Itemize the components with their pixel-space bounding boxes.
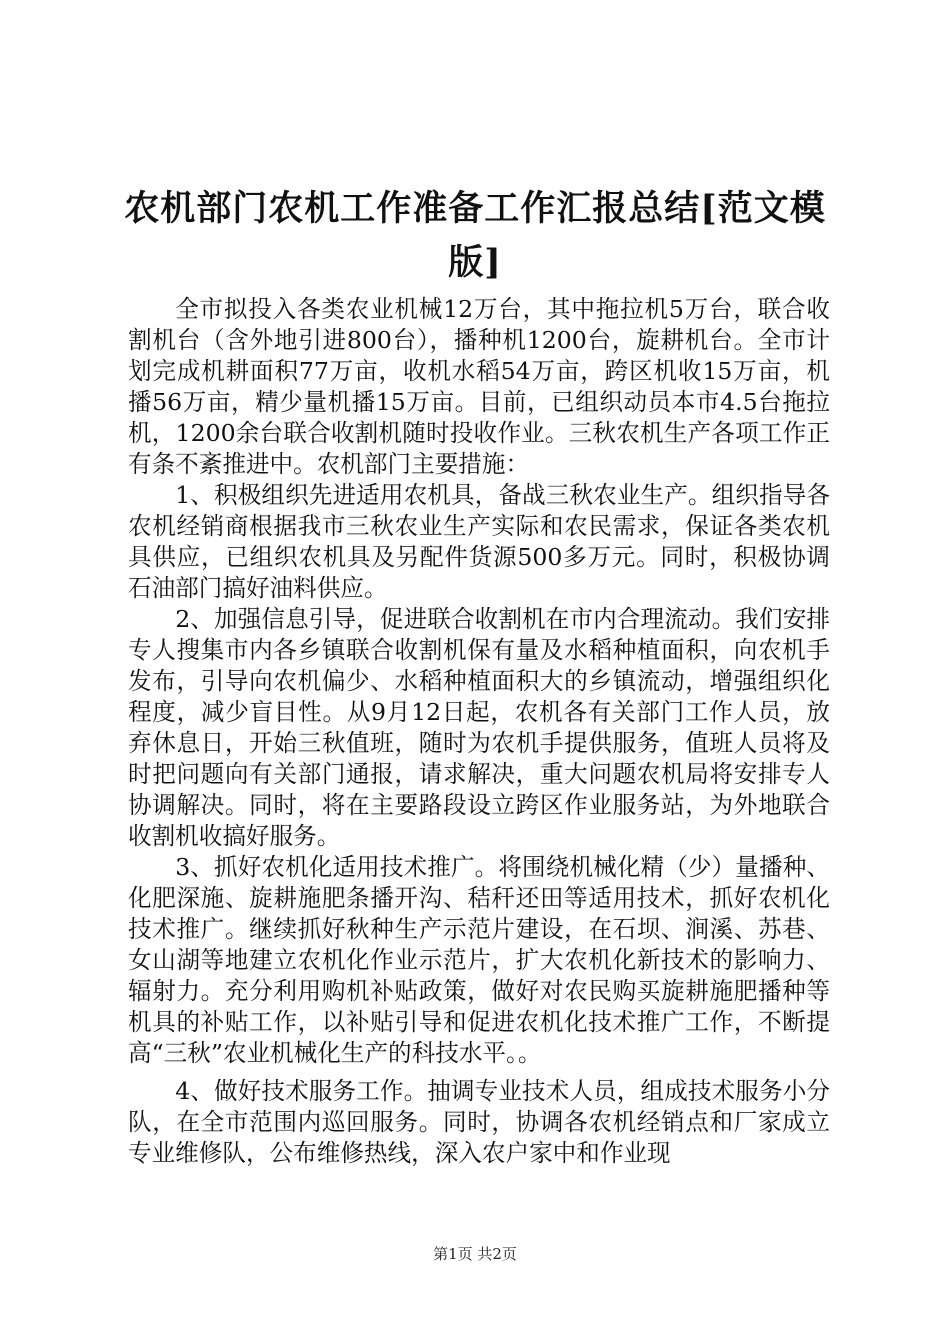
page-number-footer: 第1页 共2页 — [433, 1245, 517, 1263]
paragraph-measure-3: 3、抓好农机化适用技术推广。将围绕机械化精（少）量播种、化肥深施、旋耕施肥条播开沟、秸秆还田等适用技术，抓好农机化技术推广。继续抓好秋种生产示范片建设，在石坝、涧溪、苏巷、女山湖等地建立农机化作业示范片，扩大农机化新技术的影响力、辐射力。充分利用购机补贴政策，做好对农民购买旋耕施肥播种等机具的补贴工作，以补贴引导和促进农机化技术推广工作，不断提高“三秋”农业机械化生产的科技水平。。 — [128, 853, 830, 1067]
paragraph-intro: 全市拟投入各类农业机械12万台，其中拖拉机5万台，联合收割机台（含外地引进800台），播种机1200台，旋耕机台。全市计划完成机耕面积77万亩，收机水稻54万亩，跨区机收15万亩，机播56万亩，精少量机播15万亩。目前，已组织动员本市4.5台拖拉机，1200余台联合收割机随时投收作业。三秋农机生产各项工作正有条不紊推进中。农机部门主要措施： — [128, 295, 830, 478]
document-title: 农机部门农机工作准备工作汇报总结[范文模版] — [124, 188, 826, 283]
document-body — [128, 294, 830, 1169]
paragraph-measure-4: 4、做好技术服务工作。抽调专业技术人员，组成技术服务小分队，在全市范围内巡回服务。同时，协调各农机经销点和厂家成立专业维修队，公布维修热线，深入农户家中和作业现 — [128, 1077, 830, 1167]
paragraph-measure-1: 1、积极组织先进适用农机具，备战三秋农业生产。组织指导各农机经销商根据我市三秋农业生产实际和农民需求，保证各类农机具供应，已组织农机具及另配件货源500多万元。同时，积极协调石油部门搞好油料供应。 — [128, 481, 830, 602]
paragraph-measure-2: 2、加强信息引导，促进联合收割机在市内合理流动。我们安排专人搜集市内各乡镇联合收割机保有量及水稻种植面积，向农机手发布，引导向农机偏少、水稻种植面积大的乡镇流动，增强组织化程度，减少盲目性。从9月12日起，农机各有关部门工作人员，放弃休息日，开始三秋值班，随时为农机手提供服务，值班人员将及时把问题向有关部门通报，请求解决，重大问题农机局将安排专人协调解决。同时，将在主要路段设立跨区作业服务站，为外地联合收割机收搞好服务。 — [128, 605, 830, 850]
